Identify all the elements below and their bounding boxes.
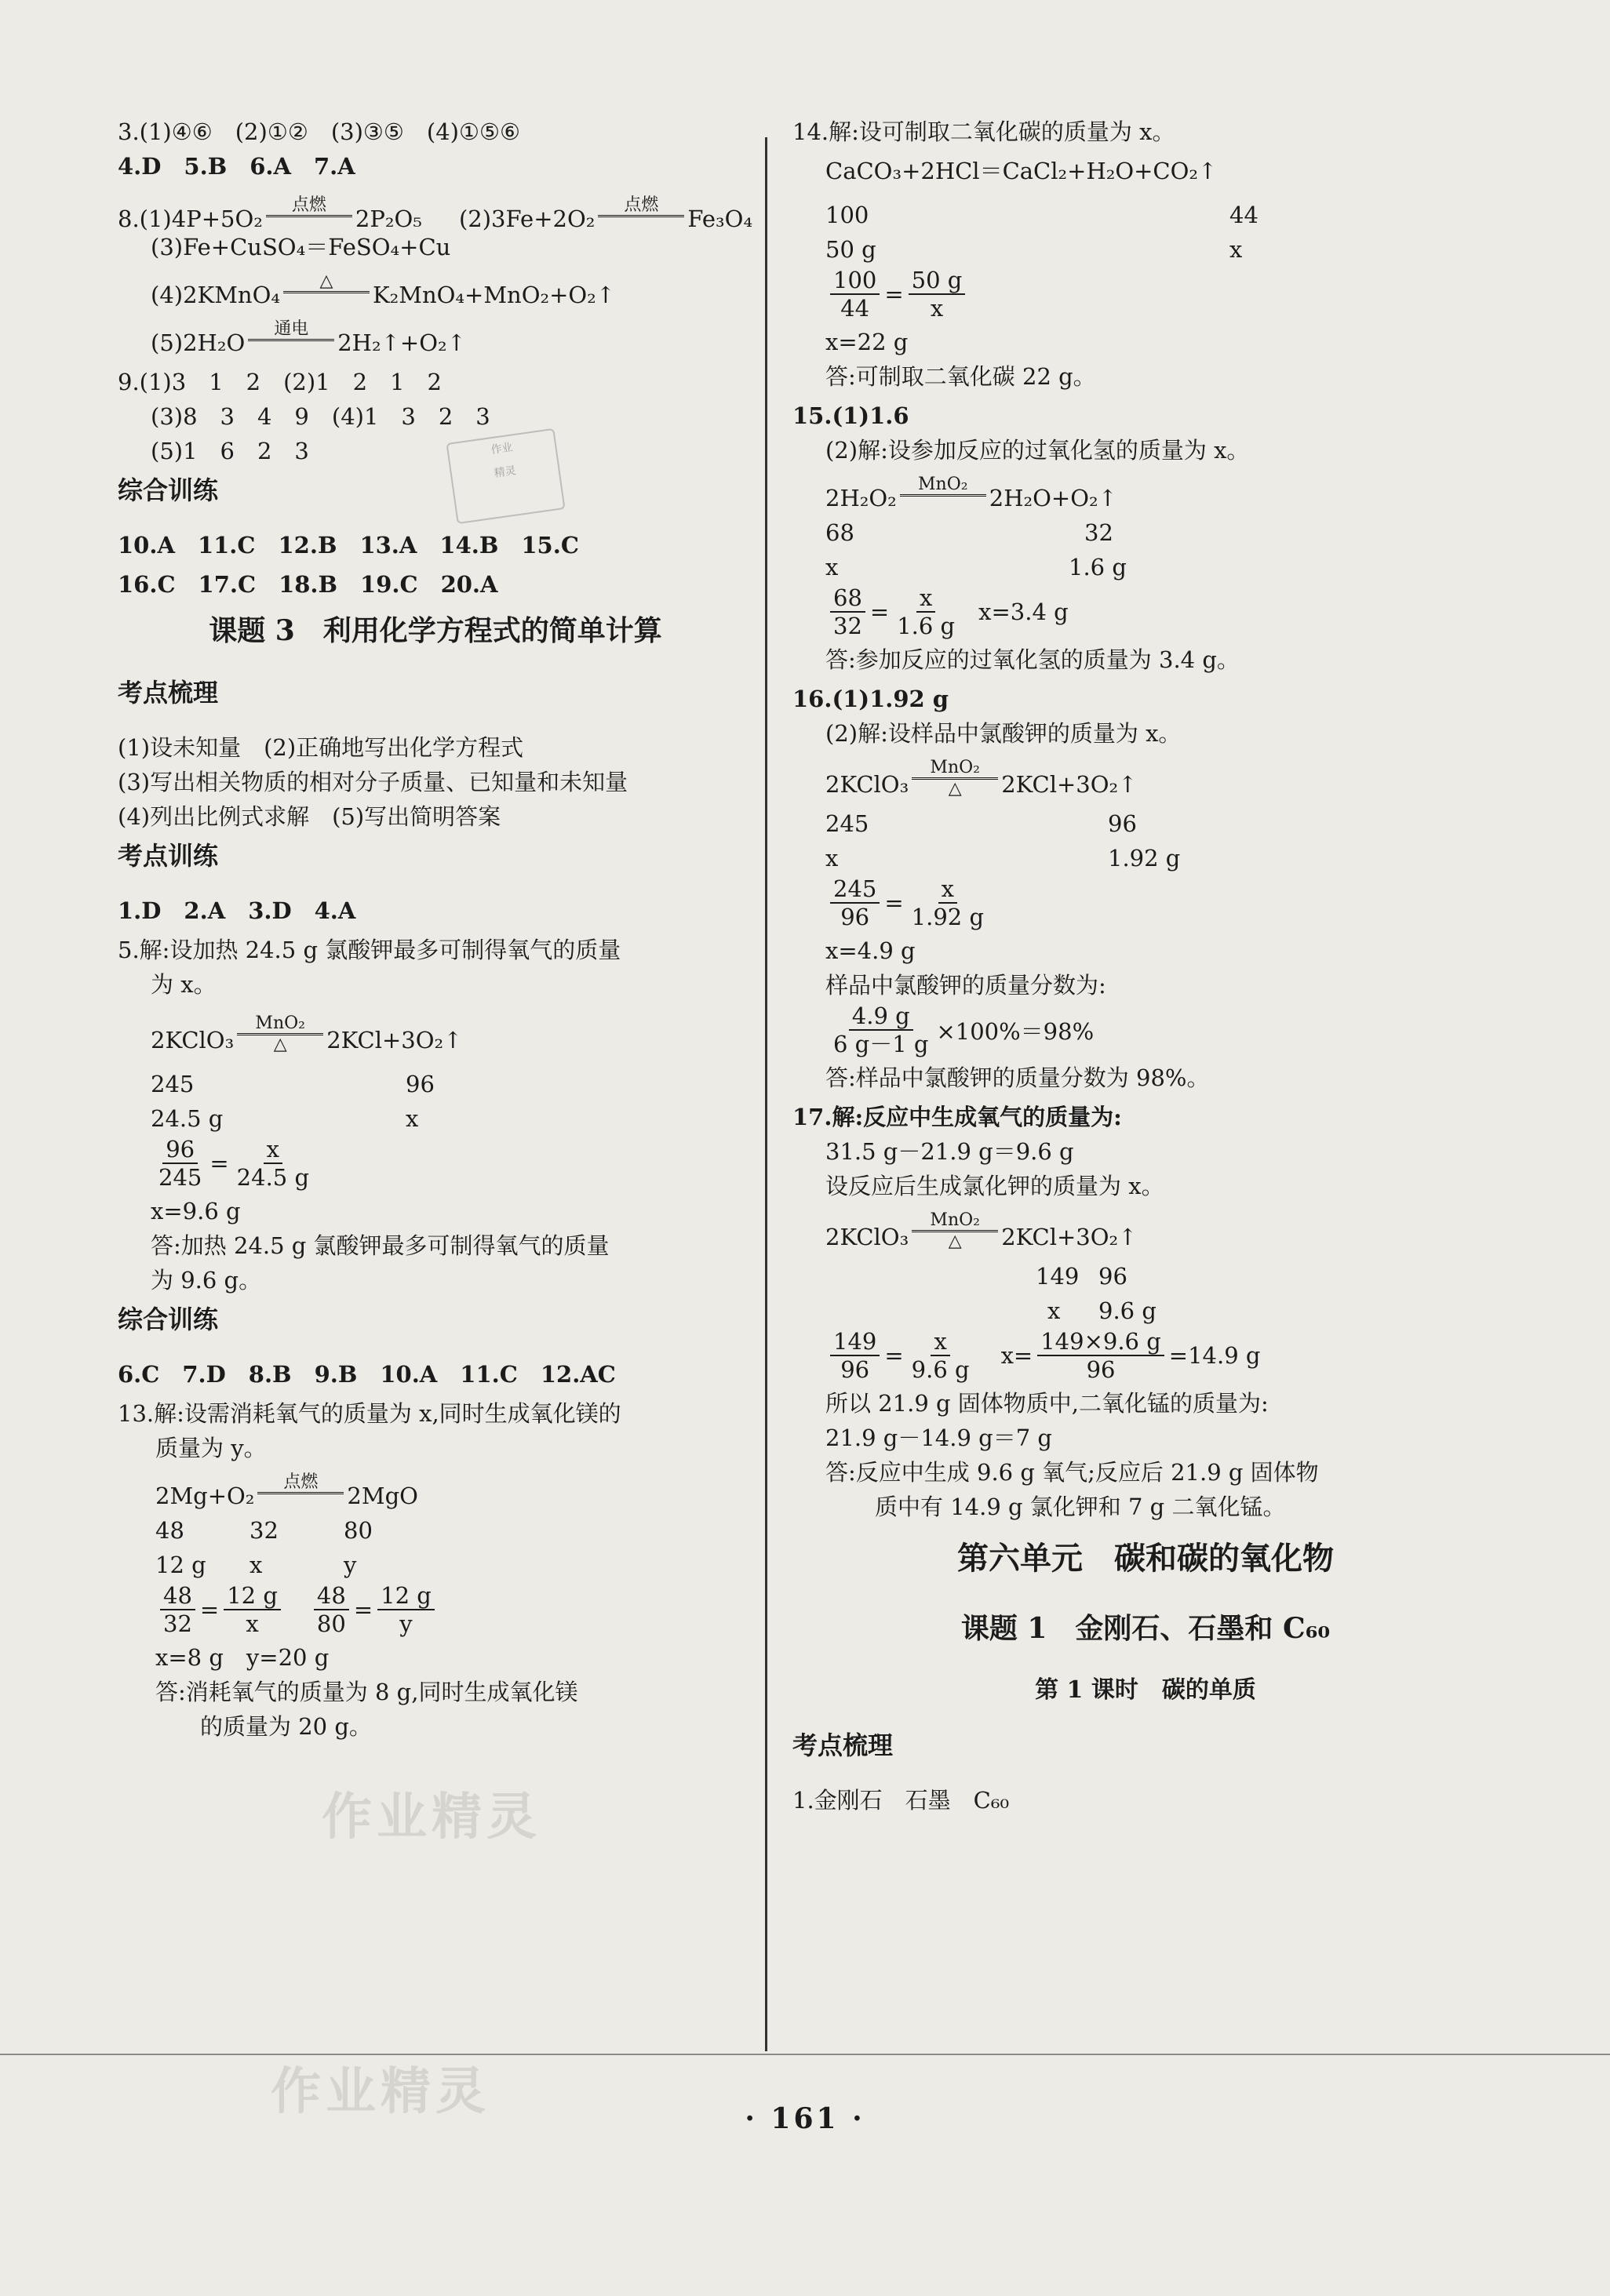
solution-13-line-1: 13.解:设需消耗氧气的质量为 x,同时生成氧化镁的 [118, 1400, 621, 1427]
watermark-bottom: 作业精灵 [271, 2062, 490, 2121]
footer-rule [0, 2054, 1610, 2055]
solution-17-line-5: 21.9 g－14.9 g＝7 g [825, 1425, 1052, 1451]
logo-stamp: 作业 精灵 [446, 428, 565, 524]
solution-5-line-1: 5.解:设加热 24.5 g 氯酸钾最多可制得氧气的质量 [118, 937, 621, 963]
watermark-mid: 作业精灵 [322, 1788, 541, 1847]
section-heading-kaodian: 考点梳理 [118, 678, 219, 708]
solution-17-equation: 2KClO₃ MnO₂ △ 2KCl+3O₂↑ [825, 1210, 1138, 1251]
solution-14-equation: CaCO₃+2HCl＝CaCl₂+H₂O+CO₂↑ [825, 158, 1218, 184]
equation-8-4: (4)2KMnO₄ △ K₂MnO₄+MnO₂+O₂↑ [151, 271, 616, 308]
answer-line-1d: 1.D 2.A 3.D 4.A [118, 897, 356, 924]
section-heading-zonghe-2: 综合训练 [118, 1304, 219, 1334]
section-heading-kaodian-right: 考点梳理 [792, 1730, 894, 1760]
answer-line-9c: (5)1 6 2 3 [151, 438, 309, 464]
answer-line-10: 10.A 11.C 12.B 13.A 14.B 15.C [118, 532, 579, 559]
solution-5-result: x=9.6 g [151, 1198, 241, 1224]
solution-17-line-1: 17.解:反应中生成氧气的质量为: [792, 1104, 1122, 1130]
solution-5-row-2: 24.5 g x [151, 1105, 419, 1132]
solution-16-ratio: $\frac{245}{96}$ = $\frac{x}{1.92 g}$ [792, 875, 1499, 930]
section-heading-xunlian: 考点训练 [118, 841, 219, 871]
answer-line-6: 6.C 7.D 8.B 9.B 10.A 11.C 12.AC [118, 1361, 616, 1388]
period-title-1: 第 1 课时 碳的单质 [1035, 1676, 1256, 1704]
solution-17-line-3: 设反应后生成氯化钾的质量为 x。 [825, 1173, 1164, 1199]
column-divider [765, 137, 767, 2051]
right-column [792, 118, 1499, 1814]
solution-13-ratio: $\frac{48}{32}$ = $\frac{12 g}{x}$ $\frac{48}{80}$ = $\frac{12 g}{y}$ [118, 1582, 753, 1637]
solution-14-answer: 答:可制取二氧化碳 22 g。 [825, 363, 1096, 390]
solution-16-row-1: 245 96 [825, 810, 1137, 837]
summary-line-3: (4)列出比例式求解 (5)写出简明答案 [118, 803, 501, 830]
solution-17-line-2: 31.5 g－21.9 g＝9.6 g [825, 1138, 1074, 1165]
solution-14-ratio: $\frac{100}{44}$ = $\frac{50 g}{x}$ [792, 267, 1499, 322]
answer-line-3: 3.(1)④⑥ (2)①② (3)③⑤ (4)①⑤⑥ [118, 118, 520, 145]
solution-16-result: x=4.9 g [825, 937, 916, 964]
solution-14-row-1: 100 44 [825, 202, 1258, 228]
solution-5-ratio: $\frac{96}{245}$ = $\frac{x}{24.5 g}$ [158, 1136, 310, 1191]
left-column [118, 118, 753, 1741]
lesson-title-1: 课题 1 金刚石、石墨和 C₆₀ [960, 1612, 1331, 1645]
solution-16-answer: 答:样品中氯酸钾的质量分数为 98%。 [825, 1064, 1210, 1091]
page-number: · 161 · [745, 2102, 865, 2135]
solution-15-ratio: $\frac{68}{32}$ = $\frac{x}{1.6 g}$ x=3.4 g [792, 584, 1499, 639]
summary-line-2: (3)写出相关物质的相对分子质量、已知量和未知量 [118, 769, 628, 795]
equation-8-5: (5)2H₂O 通电 2H₂↑+O₂↑ [151, 319, 466, 356]
summary-line-carbon: 1.金刚石 石墨 C₆₀ [792, 1787, 1010, 1814]
solution-16-equation: 2KClO₃ MnO₂ △ 2KCl+3O₂↑ [825, 758, 1138, 799]
solution-17-line-4: 所以 21.9 g 固体物质中,二氧化锰的质量为: [825, 1390, 1269, 1417]
equation-8-2: (2)3Fe+2O₂ 点燃 Fe₃O₄ [458, 195, 753, 232]
summary-line-1: (1)设未知量 (2)正确地写出化学方程式 [118, 734, 524, 761]
solution-5-equation: 2KClO₃ MnO₂ △ 2KCl+3O₂↑ [151, 1013, 463, 1054]
solution-14-line-1: 14.解:设可制取二氧化碳的质量为 x。 [792, 118, 1175, 145]
answer-line-9b: (3)8 3 4 9 (4)1 3 2 3 [151, 403, 490, 430]
solution-16-row-2: x 1.92 g [825, 845, 1181, 871]
solution-13-row-2: 12 g x y [155, 1552, 357, 1578]
solution-15-line-2: (2)解:设参加反应的过氧化氢的质量为 x。 [825, 437, 1250, 464]
solution-13-result: x=8 g y=20 g [155, 1644, 330, 1671]
solution-13-answer-2: 的质量为 20 g。 [200, 1713, 372, 1740]
equation-8-1: 8.(1)4P+5O₂ 点燃 2P₂O₅ [118, 195, 422, 232]
solution-17-answer-1: 答:反应中生成 9.6 g 氧气;反应后 21.9 g 固体物 [825, 1459, 1319, 1486]
solution-5-line-2: 为 x。 [151, 971, 217, 998]
solution-5-answer-1: 答:加热 24.5 g 氯酸钾最多可制得氧气的质量 [151, 1232, 610, 1259]
solution-5-row-1: 245 96 [151, 1071, 435, 1097]
solution-15-row-2: x 1.6 g [825, 554, 1127, 580]
solution-16-line-3: 样品中氯酸钾的质量分数为: [825, 972, 1106, 999]
lesson-title-3: 课题 3 利用化学方程式的简单计算 [209, 614, 662, 647]
solution-16-percent: $\frac{4.9 g}{6 g-1 g}$ ×100%＝98% [833, 1002, 1095, 1057]
solution-13-row-1: 48 32 80 [155, 1517, 373, 1544]
solution-16-line-1: 16.(1)1.92 g [792, 686, 949, 712]
solution-15-row-1: 68 32 [825, 519, 1113, 546]
solution-14-row-2: 50 g x [825, 236, 1243, 263]
solution-16-line-2: (2)解:设样品中氯酸钾的质量为 x。 [825, 720, 1182, 747]
solution-14-result: x=22 g [825, 329, 909, 355]
solution-13-equation: 2Mg+O₂ 点燃 2MgO [155, 1472, 418, 1509]
answer-line-4: 4.D 5.B 6.A 7.A [118, 153, 355, 180]
equation-8-3: (3)Fe+CuSO₄＝FeSO₄+Cu [151, 234, 451, 260]
solution-17-answer-2: 质中有 14.9 g 氯化钾和 7 g 二氧化锰。 [875, 1494, 1286, 1520]
solution-15-answer: 答:参加反应的过氧化氢的质量为 3.4 g。 [825, 646, 1240, 673]
solution-15-equation: 2H₂O₂ MnO₂ 2H₂O+O₂↑ [825, 475, 1117, 511]
solution-5-answer-2: 为 9.6 g。 [151, 1267, 262, 1294]
solution-13-line-2: 质量为 y。 [155, 1435, 267, 1461]
solution-13-answer-1: 答:消耗氧气的质量为 8 g,同时生成氧化镁 [155, 1679, 578, 1705]
answer-line-9a: 9.(1)3 1 2 (2)1 2 1 2 [118, 369, 442, 395]
solution-17-ratio: $\frac{149}{96}$ = $\frac{x}{9.6 g}$ x= $\frac{149\times 9.6 g}{96}$ =14.9 g [792, 1328, 1499, 1383]
answer-line-16: 16.C 17.C 18.B 19.C 20.A [118, 571, 498, 598]
solution-17-row-1: 149 96 [1036, 1263, 1127, 1290]
solution-17-row-2: x 9.6 g [1047, 1297, 1157, 1324]
solution-15-line-1: 15.(1)1.6 [792, 402, 909, 429]
unit-title-6: 第六单元 碳和碳的氧化物 [957, 1540, 1334, 1577]
section-heading-zonghe: 综合训练 [118, 475, 219, 505]
